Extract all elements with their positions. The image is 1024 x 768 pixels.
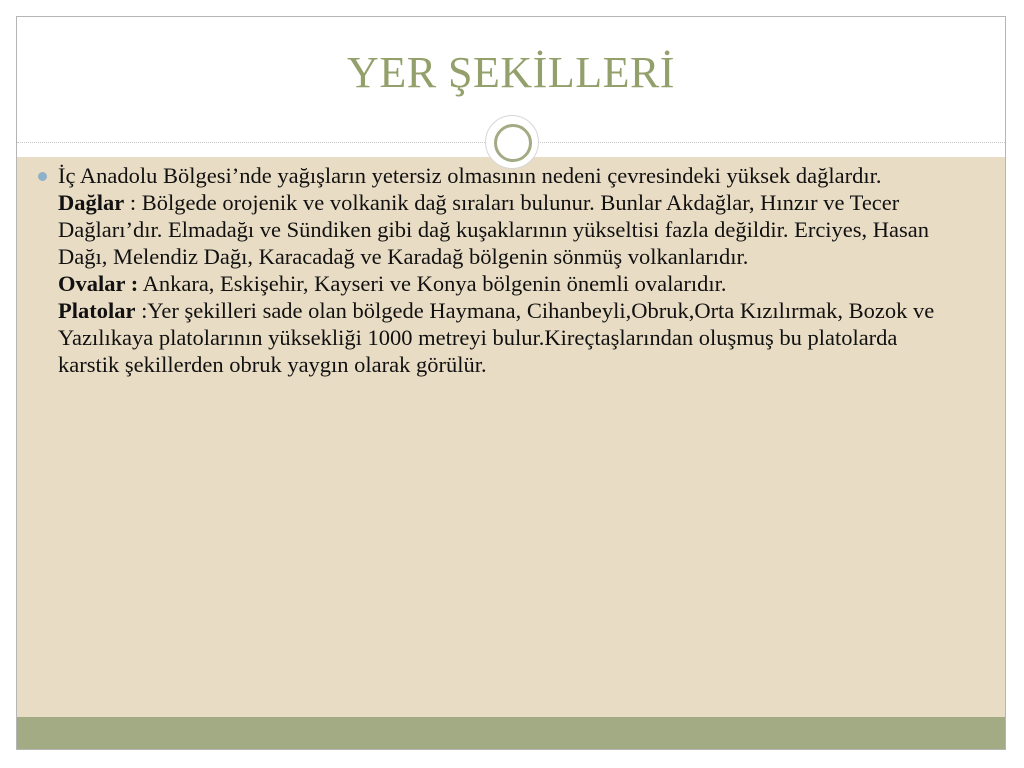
- footer-bar: [17, 717, 1005, 750]
- list-item: [58, 162, 958, 378]
- slide-title: YER ŞEKİLLERİ: [347, 48, 675, 97]
- daglar-paragraph: [58, 189, 958, 270]
- circle-ornament-icon: [485, 115, 539, 169]
- bullet-list: [58, 162, 958, 378]
- ovalar-label: Ovalar :: [58, 271, 139, 296]
- platolar-text: :Yer şekilleri sade olan bölgede Haymana, Cihanbeyli,Obruk,Orta Kızılırmak, Bozok ve Yazılıkaya platolarının yüksekliği 1000 metreyi bulur.Kireçtaşlarından oluşmuş bu platolarda karstik şekillerden obruk yaygın olarak görülür.: [58, 298, 935, 377]
- intro-text: İç Anadolu Bölgesi’nde yağışların yetersiz olmasının nedeni çevresindeki yüksek dağlardır.: [58, 163, 882, 188]
- platolar-paragraph: [58, 297, 958, 378]
- platolar-label: Platolar: [58, 298, 136, 323]
- circle-ornament-ring: [494, 124, 532, 162]
- ovalar-paragraph: [58, 270, 958, 297]
- slide: [16, 16, 1006, 750]
- bullet-icon: [38, 172, 47, 181]
- daglar-label: Dağlar: [58, 190, 125, 215]
- daglar-text: : Bölgede orojenik ve volkanik dağ sıraları bulunur. Bunlar Akdağlar, Hınzır ve Tecer Dağları’dır. Elmadağı ve Sündiken gibi dağ kuşaklarının yükseltisi fazla değildir. Erciyes, Hasan Dağı, Melendiz Dağı, Karacadağ ve Karadağ bölgenin sönmüş volkanlarıdır.: [58, 190, 930, 269]
- ovalar-text: Ankara, Eskişehir, Kayseri ve Konya bölgenin önemli ovalarıdır.: [138, 271, 727, 296]
